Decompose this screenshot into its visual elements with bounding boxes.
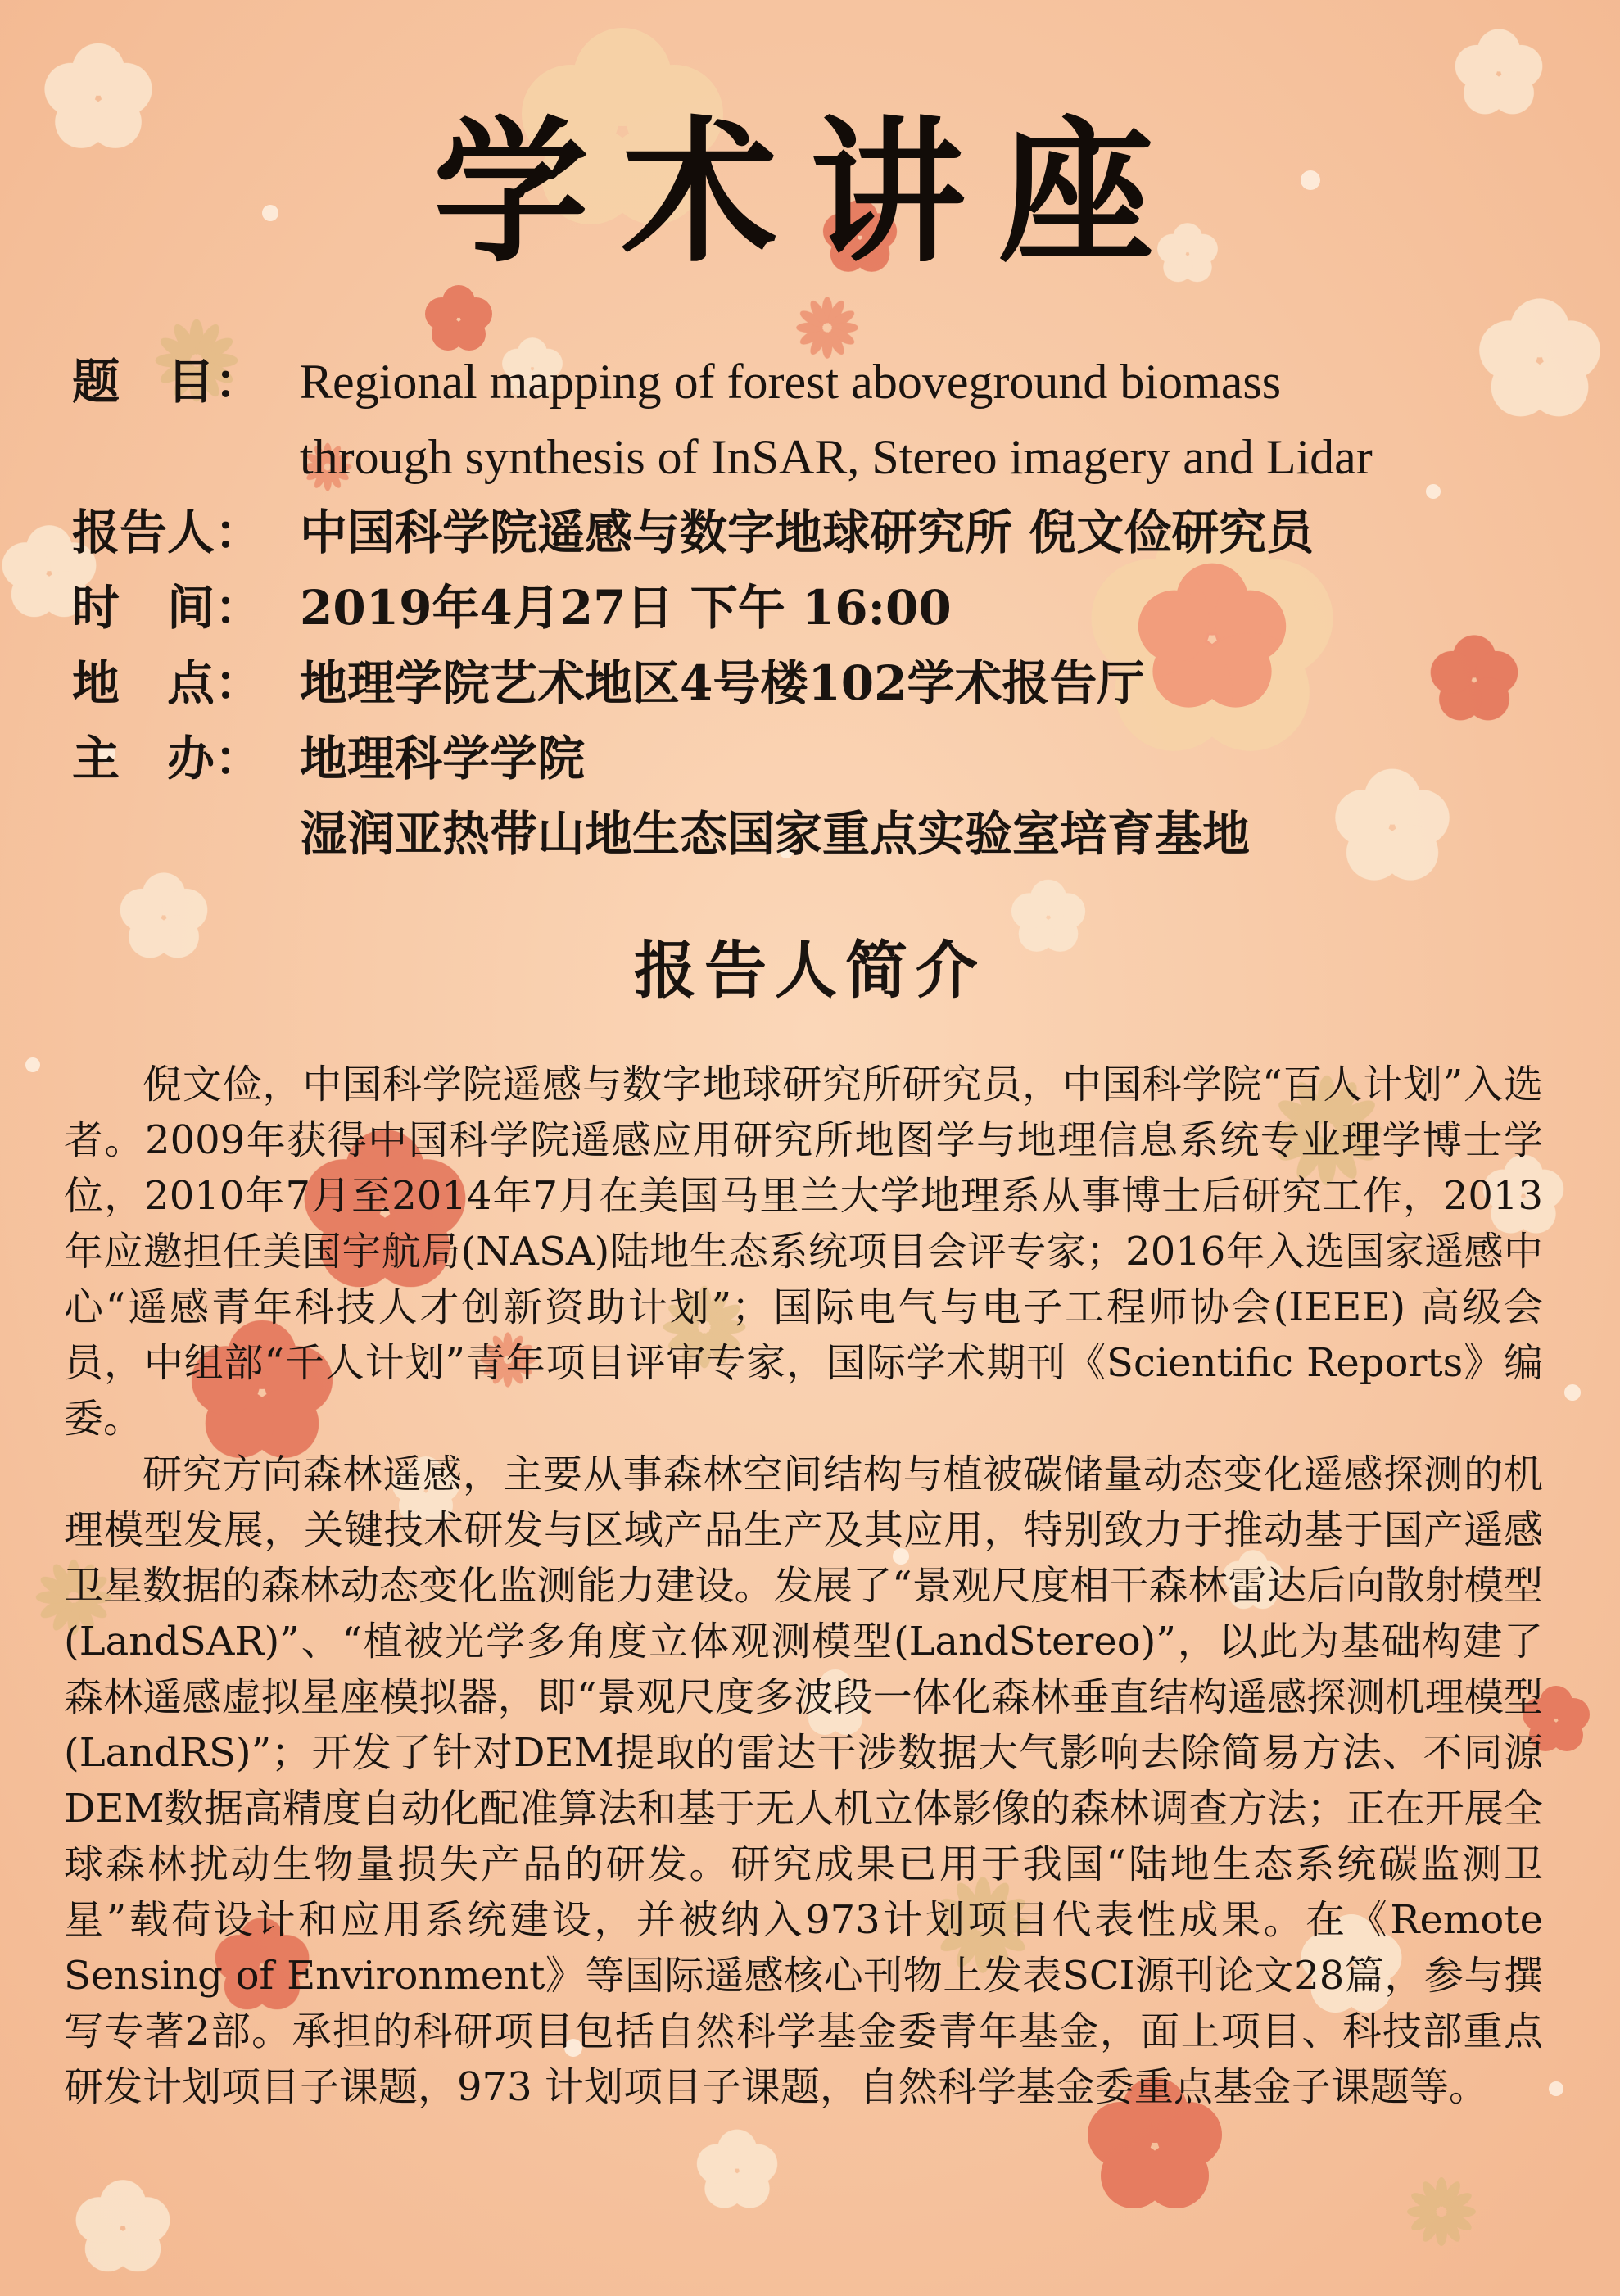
time-label: 时 间： (72, 580, 263, 636)
time-row (72, 570, 1595, 645)
speaker-row (72, 495, 1595, 570)
bio-paragraph-2: 研究方向森林遥感，主要从事森林空间结构与植被碳储量动态变化遥感探测的机理模型发展，关键技术研发与区域产品生产及其应用，特别致力于推动基于国产遥感卫星数据的森林动态变化监测能力建设。发展了“景观尺度相干森林雷达后向散射模型(LandSAR)”、“植被光学多角度立体观测模型(LandStereo)”，以此为基础构建了森林遥感虚拟星座模拟器，即“景观尺度多波段一体化森林垂直结构遥感探测机理模型(LandRS)”；开发了针对DEM提取的雷达干涉数据大气影响去除简易方法、不同源DEM数据高精度自动化配准算法和基于无人机立体影像的森林调查方法；正在开展全球森林扰动生物量损失产品的研发。研究成果已用于我国“陆地生态系统碳监测卫星”载荷设计和应用系统建设，并被纳入973计划项目代表性成果。在《Remote Sensing of Environment》等国际遥感核心刊物上发表SCI源刊论文28篇，参与撰写专著2部。承担的科研项目包括自然科学基金委青年基金，面上项目、科技部重点研发计划项目子课题，973 计划项目子课题，自然科学基金委重点基金子课题等。 (64, 1451, 1543, 2110)
host-label: 主 办： (72, 731, 263, 786)
topic-row (72, 344, 1595, 495)
host-row-2 (72, 796, 1595, 872)
poster-title: 学术讲座 (432, 101, 1187, 283)
host-value-1: 地理科学学院 (300, 731, 586, 786)
host-value-2: 湿润亚热带山地生态国家重点实验室培育基地 (300, 806, 1251, 862)
speaker-bio (64, 1057, 1543, 2115)
topic-value: Regional mapping of forest aboveground biomass through synthesis of InSAR, Stereo imagery and Lidar (300, 355, 1373, 484)
place-label: 地 点： (72, 655, 263, 711)
time-value: 2019年4月27日 下午 16:00 (300, 580, 952, 636)
bio-paragraph-1: 倪文俭，中国科学院遥感与数字地球研究所研究员，中国科学院“百人计划”入选者。2009年获得中国科学院遥感应用研究所地图学与地理信息系统专业理学博士学位，2010年7月至2014年7月在美国马里兰大学地理系从事博士后研究工作，2013年应邀担任美国宇航局(NASA)陆地生态系统项目会评专家；2016年入选国家遥感中心“遥感青年科技人才创新资助计划”；国际电气与电子工程师协会(IEEE) 高级会员，中组部“千人计划”青年项目评审专家，国际学术期刊《Scientific Reports》编委。 (64, 1062, 1543, 1442)
place-row (72, 645, 1595, 721)
lecture-info (72, 344, 1595, 872)
place-value: 地理学院艺术地区4号楼102学术报告厅 (300, 655, 1145, 711)
speaker-label: 报告人： (72, 505, 263, 560)
speaker-value: 中国科学院遥感与数字地球研究所 倪文俭研究员 (300, 505, 1315, 560)
host-row (72, 721, 1595, 796)
bio-heading: 报告人简介 (634, 934, 986, 1007)
topic-label: 题 目： (72, 354, 263, 410)
